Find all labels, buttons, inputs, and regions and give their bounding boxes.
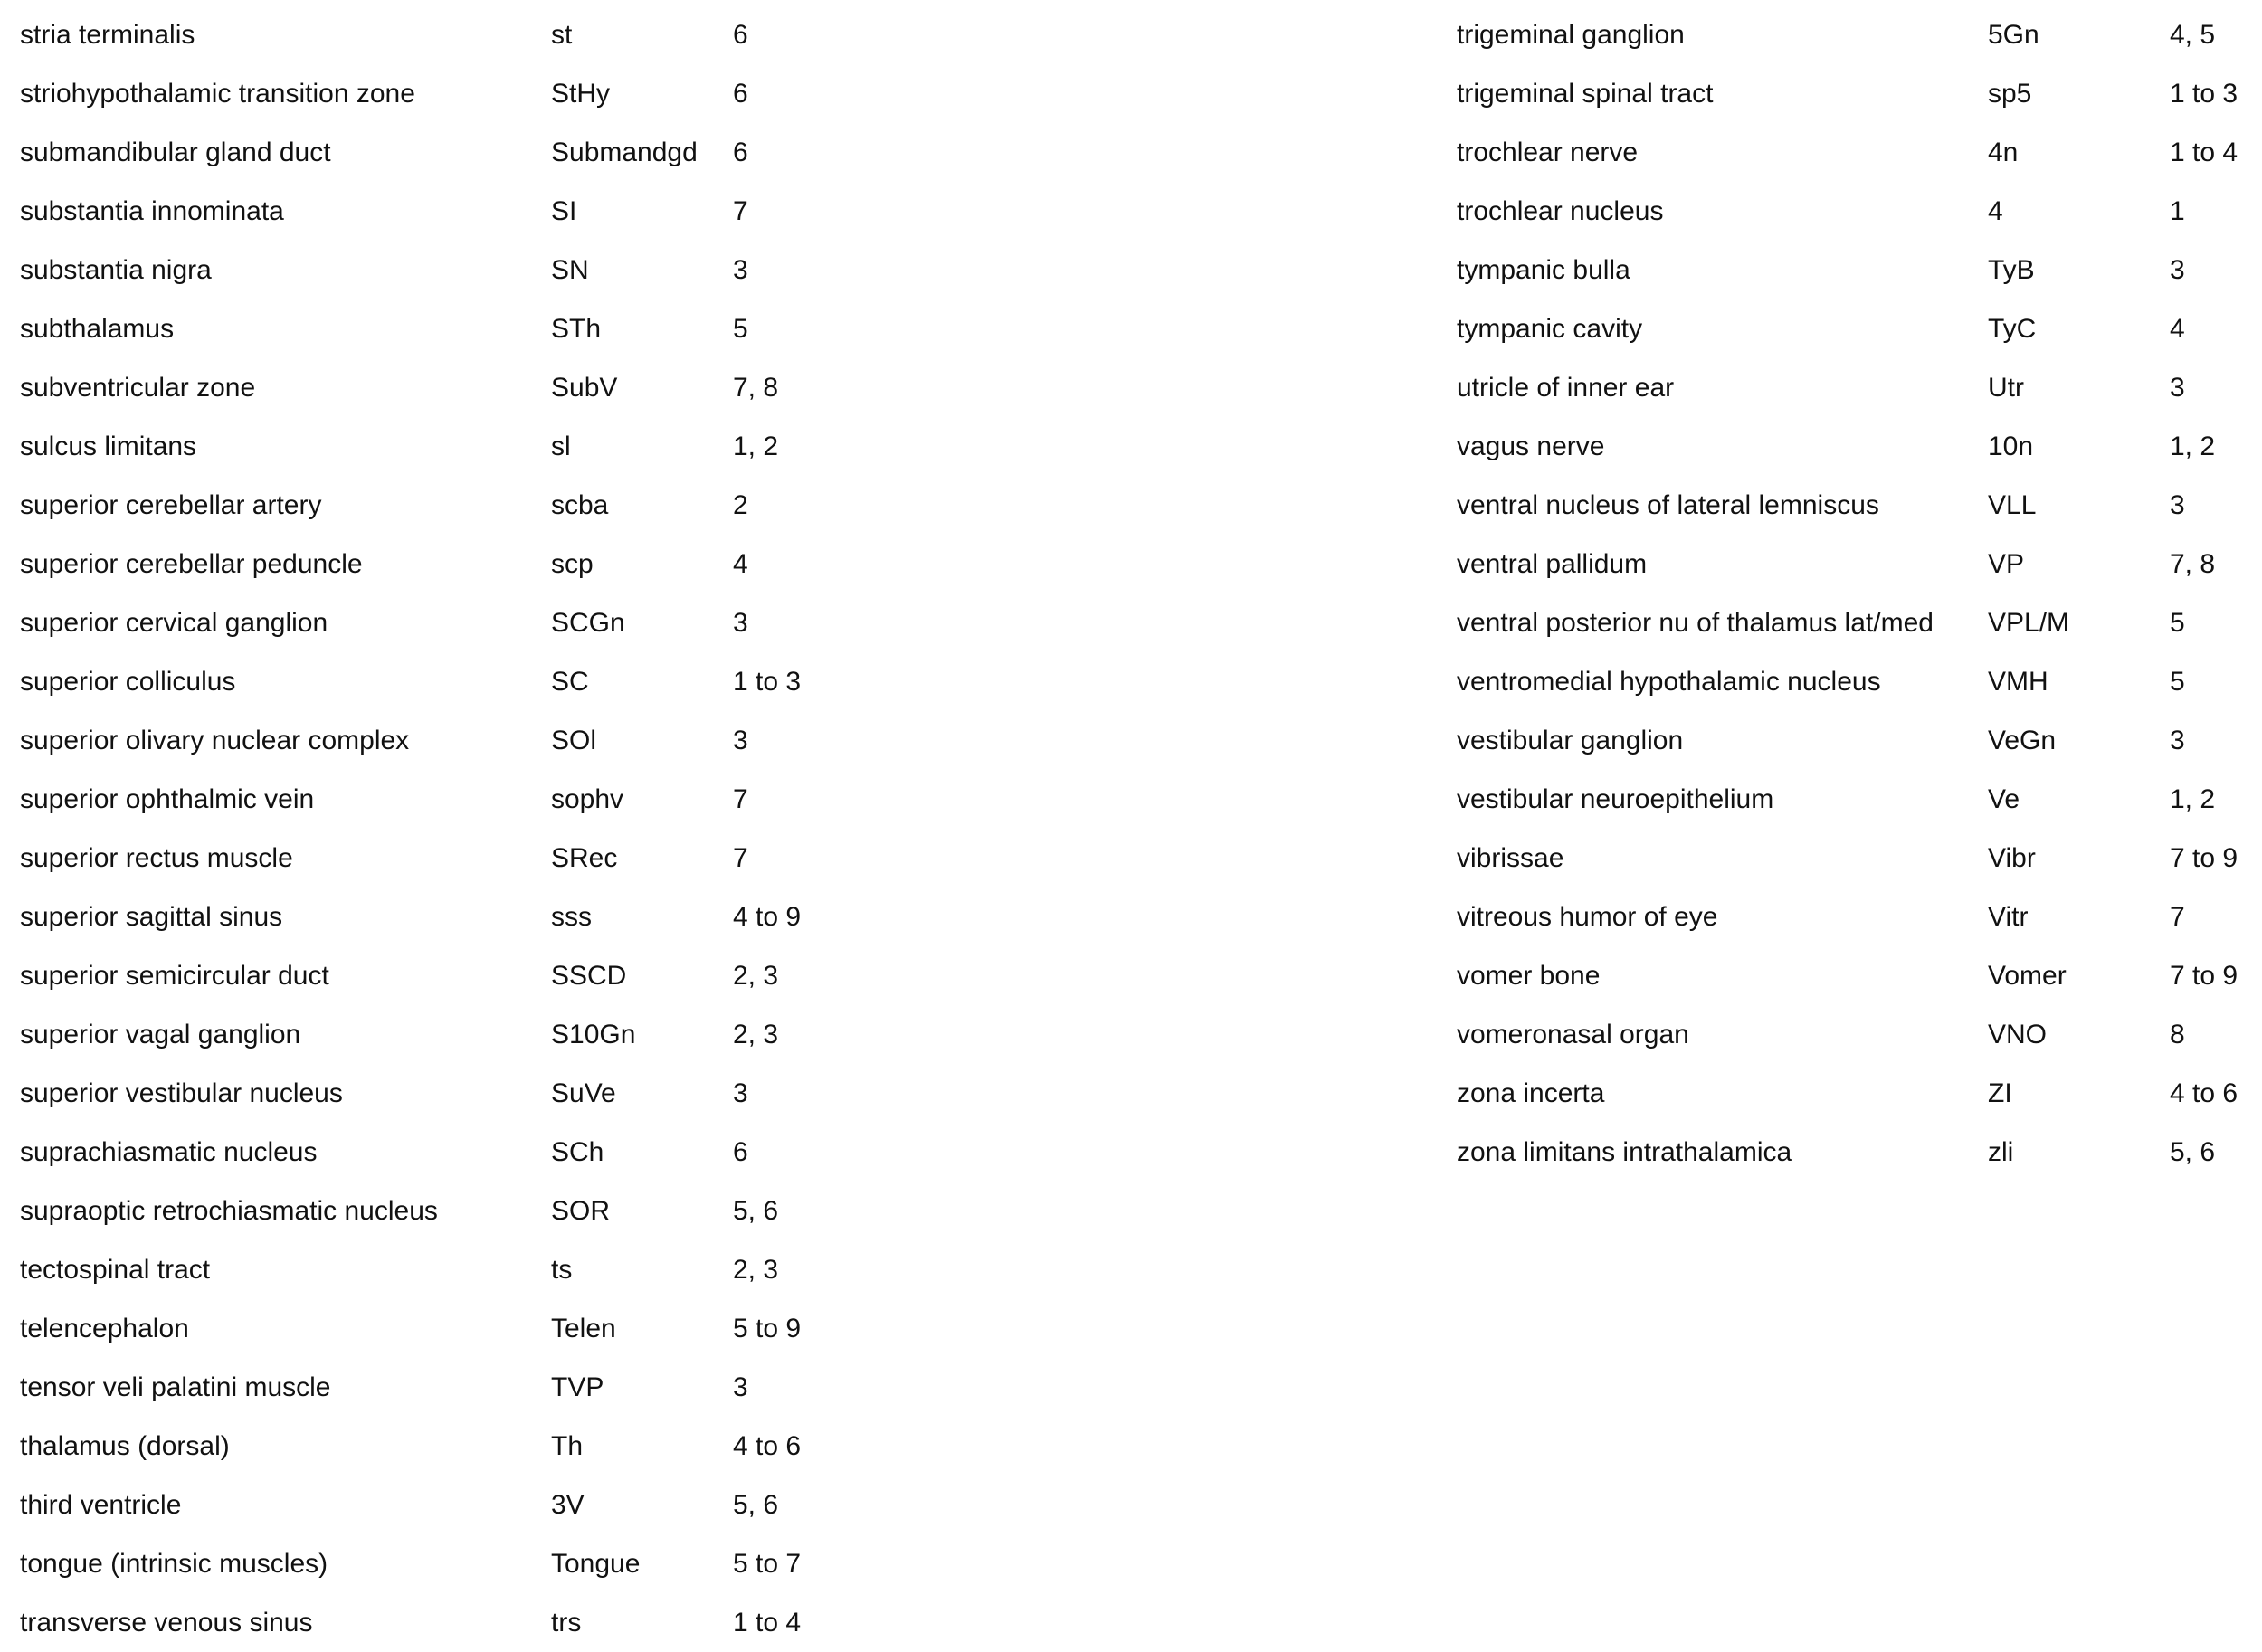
figures-cell: 3: [733, 725, 748, 755]
abbreviation-cell: sophv: [551, 783, 624, 814]
table-row: [20, 829, 841, 888]
term-cell: superior rectus muscle: [20, 842, 293, 873]
figures-cell: 1, 2: [2170, 431, 2216, 461]
abbreviation-cell: SRec: [551, 842, 618, 873]
figures-cell: 7: [733, 783, 748, 814]
term-cell: superior vagal ganglion: [20, 1019, 301, 1049]
abbreviation-cell: ts: [551, 1254, 573, 1285]
figures-cell: 6: [733, 78, 748, 109]
figures-cell: 3: [2170, 372, 2185, 403]
figures-cell: 4 to 6: [2170, 1078, 2238, 1108]
abbreviation-cell: 10n: [1988, 431, 2034, 461]
abbreviation-cell: 5Gn: [1988, 19, 2039, 50]
figures-cell: 5 to 7: [733, 1548, 802, 1579]
figures-cell: 3: [2170, 254, 2185, 285]
abbreviation-cell: SCh: [551, 1136, 604, 1167]
table-row: [20, 1417, 841, 1476]
table-row: [20, 711, 841, 770]
abbreviation-cell: Vibr: [1988, 842, 2036, 873]
abbreviation-cell: Utr: [1988, 372, 2024, 403]
figures-cell: 2, 3: [733, 1019, 779, 1049]
figures-cell: 1: [2170, 195, 2185, 226]
term-cell: superior vestibular nucleus: [20, 1078, 343, 1108]
abbreviation-cell: zli: [1988, 1136, 2014, 1167]
term-cell: superior cervical ganglion: [20, 607, 328, 638]
abbreviation-cell: TVP: [551, 1372, 604, 1402]
abbreviation-cell: SSCD: [551, 960, 627, 991]
table-row: [1457, 64, 2251, 123]
table-row: [20, 1064, 841, 1123]
abbreviation-cell: StHy: [551, 78, 611, 109]
figures-cell: 3: [733, 1078, 748, 1108]
term-cell: supraoptic retrochiasmatic nucleus: [20, 1195, 438, 1226]
abbreviation-cell: st: [551, 19, 573, 50]
term-cell: submandibular gland duct: [20, 137, 331, 167]
abbreviation-cell: SCGn: [551, 607, 625, 638]
abbreviation-cell: VeGn: [1988, 725, 2057, 755]
table-row: [20, 182, 841, 241]
table-row: [1457, 593, 2251, 652]
term-cell: superior ophthalmic vein: [20, 783, 315, 814]
abbreviation-cell: SOl: [551, 725, 597, 755]
abbreviation-cell: SuVe: [551, 1078, 616, 1108]
abbreviation-cell: Telen: [551, 1313, 616, 1343]
figures-cell: 6: [733, 19, 748, 50]
figures-cell: 1, 2: [2170, 783, 2216, 814]
figures-cell: 6: [733, 137, 748, 167]
abbreviation-cell: 4n: [1988, 137, 2019, 167]
term-cell: vomeronasal organ: [1457, 1019, 1689, 1049]
term-cell: telencephalon: [20, 1313, 189, 1343]
table-row: [20, 1476, 841, 1534]
figures-cell: 7, 8: [2170, 548, 2216, 579]
abbreviation-cell: Ve: [1988, 783, 2020, 814]
table-row: [20, 417, 841, 476]
figures-cell: 7: [2170, 901, 2185, 932]
table-row: [1457, 182, 2251, 241]
term-cell: superior semicircular duct: [20, 960, 329, 991]
figures-cell: 4: [2170, 313, 2185, 344]
table-row: [1457, 417, 2251, 476]
table-row: [20, 5, 841, 64]
term-cell: utricle of inner ear: [1457, 372, 1675, 403]
left-index-table: [20, 5, 841, 1652]
figures-cell: 3: [733, 1372, 748, 1402]
table-row: [20, 946, 841, 1005]
term-cell: superior colliculus: [20, 666, 236, 697]
term-cell: trigeminal ganglion: [1457, 19, 1685, 50]
abbreviation-cell: sp5: [1988, 78, 2032, 109]
abbreviation-cell: S10Gn: [551, 1019, 636, 1049]
figures-cell: 7 to 9: [2170, 842, 2238, 873]
table-row: [20, 241, 841, 299]
table-row: [1457, 829, 2251, 888]
table-row: [1457, 946, 2251, 1005]
figures-cell: 1 to 3: [2170, 78, 2238, 109]
table-row: [1457, 358, 2251, 417]
abbreviation-cell: trs: [551, 1607, 582, 1638]
term-cell: vomer bone: [1457, 960, 1601, 991]
right-index-table: [1457, 5, 2251, 1182]
term-cell: trigeminal spinal tract: [1457, 78, 1714, 109]
term-cell: trochlear nerve: [1457, 137, 1639, 167]
term-cell: thalamus (dorsal): [20, 1430, 230, 1461]
figures-cell: 5, 6: [733, 1195, 779, 1226]
term-cell: striohypothalamic transition zone: [20, 78, 415, 109]
figures-cell: 3: [733, 254, 748, 285]
figures-cell: 1 to 4: [2170, 137, 2238, 167]
term-cell: ventral pallidum: [1457, 548, 1648, 579]
table-row: [20, 1299, 841, 1358]
figures-cell: 1 to 4: [733, 1607, 802, 1638]
abbreviation-cell: 4: [1988, 195, 2003, 226]
abbreviation-cell: TyB: [1988, 254, 2035, 285]
abbreviation-cell: Tongue: [551, 1548, 641, 1579]
term-cell: substantia innominata: [20, 195, 284, 226]
abbreviation-cell: VNO: [1988, 1019, 2048, 1049]
term-cell: ventral nucleus of lateral lemniscus: [1457, 489, 1879, 520]
figures-cell: 4 to 6: [733, 1430, 802, 1461]
table-row: [20, 1182, 841, 1240]
term-cell: superior sagittal sinus: [20, 901, 283, 932]
figures-cell: 6: [733, 1136, 748, 1167]
table-row: [1457, 535, 2251, 593]
figures-cell: 1, 2: [733, 431, 779, 461]
abbreviation-cell: VMH: [1988, 666, 2048, 697]
figures-cell: 5, 6: [2170, 1136, 2216, 1167]
term-cell: vitreous humor of eye: [1457, 901, 1718, 932]
term-cell: stria terminalis: [20, 19, 195, 50]
term-cell: tectospinal tract: [20, 1254, 211, 1285]
term-cell: subthalamus: [20, 313, 175, 344]
term-cell: ventral posterior nu of thalamus lat/med: [1457, 607, 1934, 638]
term-cell: tensor veli palatini muscle: [20, 1372, 331, 1402]
table-row: [20, 64, 841, 123]
abbreviation-cell: Vomer: [1988, 960, 2067, 991]
figures-cell: 5: [2170, 607, 2185, 638]
table-row: [20, 535, 841, 593]
figures-cell: 5 to 9: [733, 1313, 802, 1343]
table-row: [20, 358, 841, 417]
figures-cell: 3: [2170, 725, 2185, 755]
figures-cell: 8: [2170, 1019, 2185, 1049]
figures-cell: 5, 6: [733, 1489, 779, 1520]
abbreviation-cell: sl: [551, 431, 571, 461]
term-cell: vestibular neuroepithelium: [1457, 783, 1774, 814]
table-row: [20, 476, 841, 535]
abbreviation-cell: SubV: [551, 372, 618, 403]
table-row: [1457, 652, 2251, 711]
figures-cell: 3: [2170, 489, 2185, 520]
term-cell: vestibular ganglion: [1457, 725, 1684, 755]
term-cell: superior olivary nuclear complex: [20, 725, 410, 755]
table-row: [20, 123, 841, 182]
term-cell: superior cerebellar artery: [20, 489, 322, 520]
term-cell: ventromedial hypothalamic nucleus: [1457, 666, 1881, 697]
table-row: [1457, 123, 2251, 182]
table-row: [1457, 476, 2251, 535]
figures-cell: 4, 5: [2170, 19, 2216, 50]
term-cell: tongue (intrinsic muscles): [20, 1548, 328, 1579]
term-cell: vibrissae: [1457, 842, 1564, 873]
term-cell: subventricular zone: [20, 372, 256, 403]
figures-cell: 7, 8: [733, 372, 779, 403]
left-index-body: [20, 5, 841, 1652]
table-row: [20, 1123, 841, 1182]
abbreviation-cell: 3V: [551, 1489, 585, 1520]
table-row: [1457, 711, 2251, 770]
term-cell: zona incerta: [1457, 1078, 1605, 1108]
figures-cell: 5: [2170, 666, 2185, 697]
abbreviation-cell: SN: [551, 254, 589, 285]
table-row: [20, 1005, 841, 1064]
table-row: [1457, 241, 2251, 299]
table-row: [20, 888, 841, 946]
abbreviation-cell: VP: [1988, 548, 2025, 579]
table-row: [1457, 1064, 2251, 1123]
right-index-body: [1457, 5, 2251, 1182]
abbreviation-cell: VPL/M: [1988, 607, 2070, 638]
abbreviation-cell: scp: [551, 548, 594, 579]
table-row: [1457, 299, 2251, 358]
abbreviation-cell: SC: [551, 666, 589, 697]
figures-cell: 5: [733, 313, 748, 344]
term-cell: zona limitans intrathalamica: [1457, 1136, 1792, 1167]
table-row: [20, 1534, 841, 1593]
abbreviation-cell: Th: [551, 1430, 584, 1461]
table-row: [20, 593, 841, 652]
abbreviation-cell: sss: [551, 901, 592, 932]
term-cell: trochlear nucleus: [1457, 195, 1664, 226]
term-cell: suprachiasmatic nucleus: [20, 1136, 318, 1167]
table-row: [1457, 1123, 2251, 1182]
figures-cell: 1 to 3: [733, 666, 802, 697]
term-cell: sulcus limitans: [20, 431, 197, 461]
table-row: [20, 1240, 841, 1299]
figures-cell: 7: [733, 842, 748, 873]
table-row: [20, 652, 841, 711]
abbreviation-cell: Vitr: [1988, 901, 2029, 932]
abbreviation-cell: TyC: [1988, 313, 2037, 344]
abbreviation-cell: Submandgd: [551, 137, 698, 167]
term-cell: tympanic bulla: [1457, 254, 1630, 285]
abbreviation-cell: STh: [551, 313, 602, 344]
table-row: [20, 1358, 841, 1417]
figures-cell: 3: [733, 607, 748, 638]
table-row: [20, 299, 841, 358]
term-cell: tympanic cavity: [1457, 313, 1643, 344]
abbreviation-cell: VLL: [1988, 489, 2037, 520]
table-row: [1457, 1005, 2251, 1064]
term-cell: substantia nigra: [20, 254, 212, 285]
table-row: [1457, 888, 2251, 946]
figures-cell: 4: [733, 548, 748, 579]
abbreviation-cell: scba: [551, 489, 609, 520]
term-cell: superior cerebellar peduncle: [20, 548, 363, 579]
figures-cell: 2, 3: [733, 1254, 779, 1285]
table-row: [1457, 770, 2251, 829]
figures-cell: 2: [733, 489, 748, 520]
figures-cell: 4 to 9: [733, 901, 802, 932]
table-row: [20, 770, 841, 829]
abbreviation-cell: SI: [551, 195, 577, 226]
figures-cell: 7 to 9: [2170, 960, 2238, 991]
abbreviation-cell: ZI: [1988, 1078, 2012, 1108]
table-row: [1457, 5, 2251, 64]
term-cell: vagus nerve: [1457, 431, 1605, 461]
figures-cell: 7: [733, 195, 748, 226]
term-cell: transverse venous sinus: [20, 1607, 313, 1638]
term-cell: third ventricle: [20, 1489, 182, 1520]
figures-cell: 2, 3: [733, 960, 779, 991]
abbreviation-cell: SOR: [551, 1195, 611, 1226]
